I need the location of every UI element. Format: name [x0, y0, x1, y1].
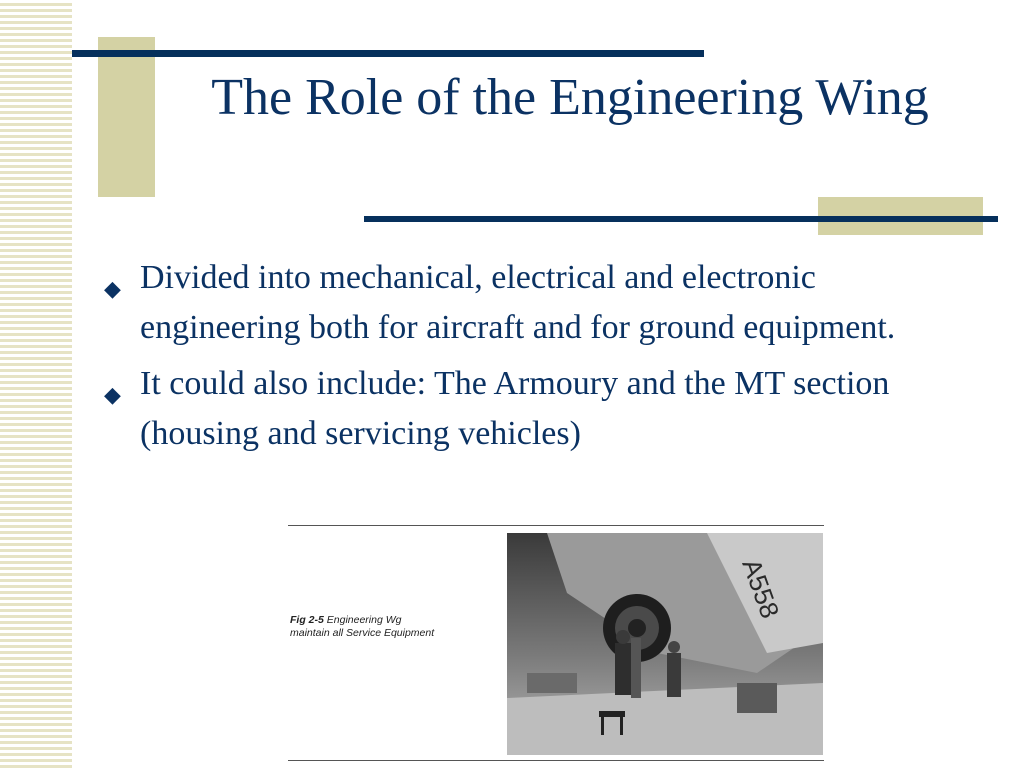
- bullet-list: [104, 253, 984, 465]
- left-striped-margin: [0, 0, 72, 768]
- diamond-bullet-icon: ◆: [104, 382, 121, 407]
- title-rule-bottom: [364, 216, 998, 222]
- tan-accent-block-top: [98, 37, 155, 197]
- bullet-text: Divided into mechanical, electrical and electronic engineering both for aircraft and for ground equipment.: [140, 259, 896, 346]
- title-rule-top: [72, 50, 704, 57]
- bullet-item: [104, 359, 984, 459]
- figure: [288, 524, 824, 762]
- bullet-text: It could also include: The Armoury and the MT section (housing and servicing vehicles): [140, 365, 890, 452]
- figure-caption-text: Engineering Wg maintain all Service Equipment: [290, 614, 435, 639]
- diamond-bullet-icon: ◆: [104, 276, 121, 301]
- figure-rule-top: [288, 525, 824, 526]
- figure-caption: [290, 614, 435, 640]
- figure-rule-bottom: [288, 760, 824, 761]
- svg-text:A558: A558: [736, 554, 786, 623]
- slide-title: The Role of the Engineering Wing: [211, 69, 929, 126]
- aircraft-maintenance-photo: [507, 533, 823, 755]
- figure-caption-label: Fig 2-5: [290, 614, 324, 626]
- bullet-item: [104, 253, 984, 353]
